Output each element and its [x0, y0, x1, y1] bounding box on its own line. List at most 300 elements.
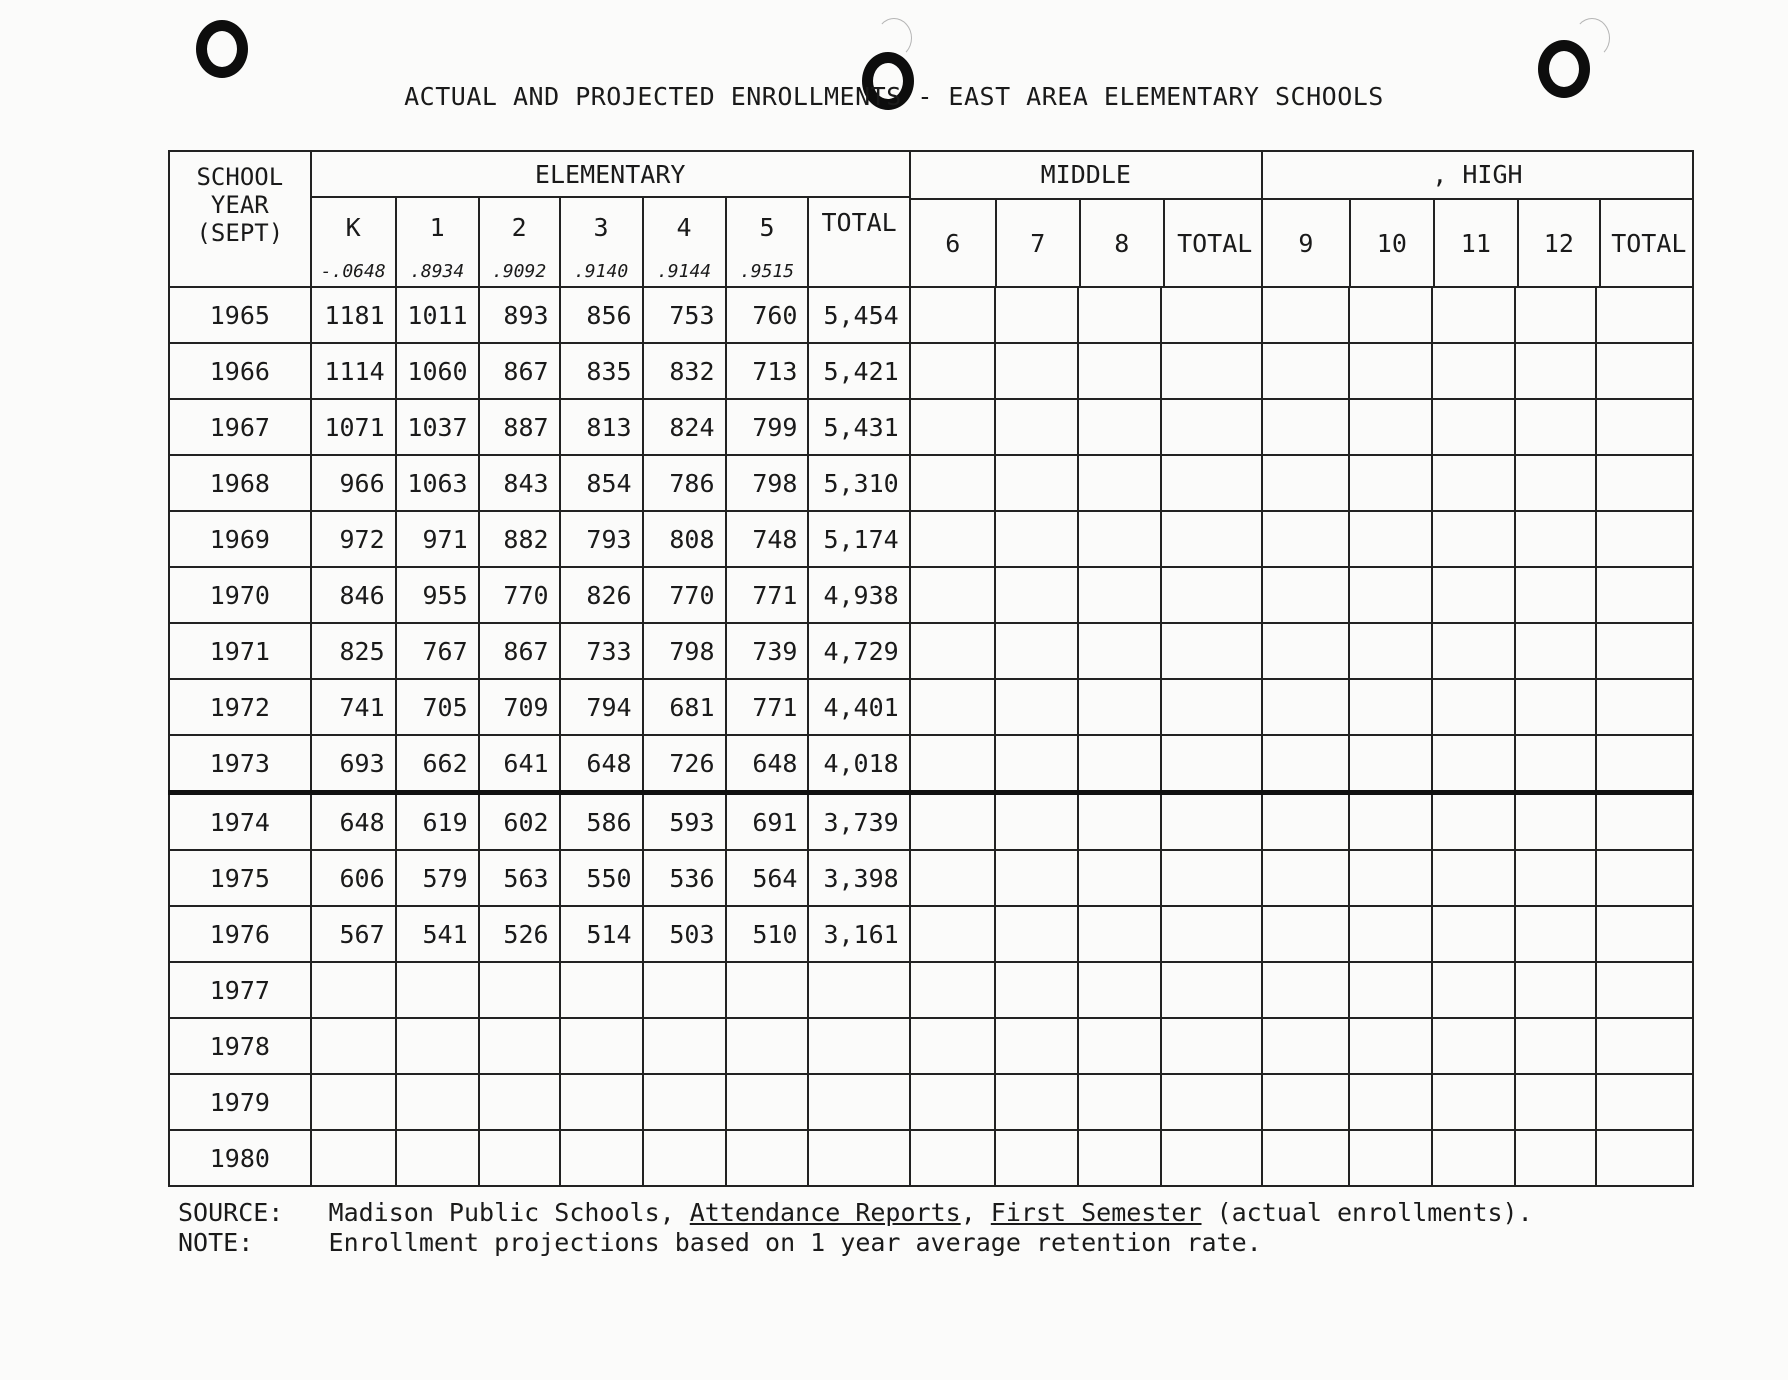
elementary-total-header: TOTAL: [808, 197, 909, 287]
middle-empty-cell: [1078, 962, 1161, 1018]
high-empty-cell: [1515, 1130, 1596, 1186]
enrollment-cell: 753: [643, 287, 726, 343]
middle-total-header: TOTAL: [1177, 228, 1253, 258]
high-empty-cell: [1349, 511, 1432, 567]
high-empty-cell: [1432, 793, 1515, 851]
enrollment-cell: 586: [560, 793, 643, 851]
table-row: [169, 735, 1693, 793]
elementary-total-cell: 5,421: [808, 343, 909, 399]
enrollment-cell: [643, 1130, 726, 1186]
elementary-total-cell: 4,401: [808, 679, 909, 735]
middle-empty-cell: [995, 287, 1078, 343]
enrollment-cell: 955: [396, 567, 479, 623]
high-empty-cell: [1515, 343, 1596, 399]
high-empty-cell: [1432, 287, 1515, 343]
enrollment-cell: 662: [396, 735, 479, 793]
source-text: Madison Public Schools,: [328, 1198, 690, 1227]
middle-empty-cell: [910, 679, 995, 735]
enrollment-cell: 893: [479, 287, 560, 343]
school-year-cell: 1979: [169, 1074, 311, 1130]
enrollment-cell: 606: [311, 850, 396, 906]
middle-empty-cell: [1161, 793, 1262, 851]
enrollment-cell: [726, 962, 809, 1018]
school-year-cell: 1980: [169, 1130, 311, 1186]
middle-empty-cell: [1161, 511, 1262, 567]
enrollment-cell: 713: [726, 343, 809, 399]
enrollment-cell: [311, 1018, 396, 1074]
middle-empty-cell: [1161, 735, 1262, 793]
middle-empty-cell: [995, 399, 1078, 455]
elementary-total-cell: [808, 1130, 909, 1186]
middle-group-header: [910, 151, 1262, 287]
note-text: Enrollment projections based on 1 year average retention rate.: [328, 1228, 1262, 1257]
enrollment-cell: [479, 1074, 560, 1130]
enrollment-cell: [560, 1074, 643, 1130]
middle-empty-cell: [910, 850, 995, 906]
enrollment-cell: 579: [396, 850, 479, 906]
middle-empty-cell: [1078, 793, 1161, 851]
enrollment-cell: 503: [643, 906, 726, 962]
high-empty-cell: [1262, 511, 1349, 567]
enrollment-cell: 771: [726, 679, 809, 735]
high-empty-cell: [1262, 455, 1349, 511]
grade-k-header: K: [311, 197, 396, 257]
middle-empty-cell: [1161, 962, 1262, 1018]
high-group-label: , HIGH: [1263, 152, 1692, 200]
high-empty-cell: [1596, 1074, 1693, 1130]
note-line: [178, 1228, 1262, 1257]
high-empty-cell: [1515, 906, 1596, 962]
table-row: [169, 399, 1693, 455]
high-empty-cell: [1262, 623, 1349, 679]
retention-rate-1: .8934: [396, 257, 479, 287]
elementary-total-cell: 5,174: [808, 511, 909, 567]
enrollment-cell: [311, 1074, 396, 1130]
school-year-cell: 1977: [169, 962, 311, 1018]
enrollment-cell: 966: [311, 455, 396, 511]
enrollment-cell: 602: [479, 793, 560, 851]
enrollment-cell: 693: [311, 735, 396, 793]
table-row: [169, 623, 1693, 679]
high-empty-cell: [1432, 850, 1515, 906]
middle-empty-cell: [1078, 1018, 1161, 1074]
enrollment-cell: 767: [396, 623, 479, 679]
table-row: [169, 511, 1693, 567]
middle-empty-cell: [1078, 399, 1161, 455]
enrollment-cell: 705: [396, 679, 479, 735]
school-year-cell: 1972: [169, 679, 311, 735]
middle-grade-row: [911, 200, 1262, 286]
high-empty-cell: [1262, 679, 1349, 735]
enrollment-cell: 648: [560, 735, 643, 793]
school-year-header-line: (SEPT): [196, 219, 284, 247]
enrollment-cell: [643, 962, 726, 1018]
middle-empty-cell: [995, 1130, 1078, 1186]
enrollment-cell: 563: [479, 850, 560, 906]
enrollment-cell: 770: [643, 567, 726, 623]
enrollment-cell: 748: [726, 511, 809, 567]
middle-empty-cell: [1161, 287, 1262, 343]
source-line: [178, 1198, 1533, 1227]
high-empty-cell: [1262, 962, 1349, 1018]
enrollment-cell: 726: [643, 735, 726, 793]
middle-empty-cell: [995, 567, 1078, 623]
high-empty-cell: [1596, 623, 1693, 679]
attendance-reports-title: Attendance Reports: [689, 1198, 961, 1227]
high-empty-cell: [1349, 1018, 1432, 1074]
high-total-header: TOTAL: [1611, 228, 1687, 258]
enrollment-cell: [396, 1018, 479, 1074]
hole-ring-right: [1574, 18, 1610, 58]
high-empty-cell: [1432, 1130, 1515, 1186]
table-row: [169, 343, 1693, 399]
table-row: [169, 455, 1693, 511]
table-row: [169, 287, 1693, 343]
middle-empty-cell: [995, 735, 1078, 793]
high-empty-cell: [1432, 906, 1515, 962]
enrollment-cell: 786: [643, 455, 726, 511]
enrollment-cell: 856: [560, 287, 643, 343]
high-empty-cell: [1596, 679, 1693, 735]
high-empty-cell: [1596, 735, 1693, 793]
enrollment-cell: [560, 1130, 643, 1186]
high-empty-cell: [1349, 679, 1432, 735]
high-empty-cell: [1262, 287, 1349, 343]
enrollment-cell: [726, 1074, 809, 1130]
high-empty-cell: [1262, 793, 1349, 851]
high-empty-cell: [1349, 850, 1432, 906]
enrollment-cell: [311, 1130, 396, 1186]
grade-12-header: 12: [1518, 200, 1600, 286]
enrollment-cell: 567: [311, 906, 396, 962]
enrollment-cell: 813: [560, 399, 643, 455]
table-row: [169, 962, 1693, 1018]
enrollment-table: [168, 150, 1694, 1187]
high-empty-cell: [1432, 567, 1515, 623]
middle-empty-cell: [1078, 850, 1161, 906]
middle-empty-cell: [995, 962, 1078, 1018]
enrollment-cell: [560, 1018, 643, 1074]
middle-empty-cell: [1078, 1130, 1161, 1186]
middle-empty-cell: [910, 1130, 995, 1186]
enrollment-cell: [396, 1074, 479, 1130]
elementary-total-cell: 5,454: [808, 287, 909, 343]
high-empty-cell: [1515, 962, 1596, 1018]
high-empty-cell: [1515, 735, 1596, 793]
grade-4-header: 4: [643, 197, 726, 257]
high-empty-cell: [1349, 287, 1432, 343]
school-year-header-line: SCHOOL: [196, 163, 284, 191]
middle-empty-cell: [910, 1074, 995, 1130]
high-empty-cell: [1432, 962, 1515, 1018]
table-row: [169, 1074, 1693, 1130]
middle-group-label: MIDDLE: [911, 152, 1261, 200]
enrollment-cell: 619: [396, 793, 479, 851]
middle-empty-cell: [995, 623, 1078, 679]
elementary-total-cell: [808, 1018, 909, 1074]
enrollment-cell: 648: [311, 793, 396, 851]
table-row: [169, 567, 1693, 623]
elementary-total-cell: 3,398: [808, 850, 909, 906]
enrollment-cell: 770: [479, 567, 560, 623]
enrollment-cell: 691: [726, 793, 809, 851]
enrollment-cell: 550: [560, 850, 643, 906]
high-empty-cell: [1349, 1074, 1432, 1130]
retention-rate-3: .9140: [560, 257, 643, 287]
middle-empty-cell: [995, 793, 1078, 851]
high-empty-cell: [1515, 1018, 1596, 1074]
grade-9-header: 9: [1263, 200, 1350, 286]
enrollment-cell: 541: [396, 906, 479, 962]
enrollment-cell: 733: [560, 623, 643, 679]
high-empty-cell: [1596, 455, 1693, 511]
high-empty-cell: [1596, 793, 1693, 851]
elementary-total-cell: 4,729: [808, 623, 909, 679]
enrollment-cell: 1060: [396, 343, 479, 399]
enrollment-cell: [643, 1018, 726, 1074]
middle-empty-cell: [1161, 455, 1262, 511]
enrollment-cell: 510: [726, 906, 809, 962]
high-empty-cell: [1349, 906, 1432, 962]
enrollment-cell: [726, 1018, 809, 1074]
enrollment-cell: [479, 1018, 560, 1074]
middle-empty-cell: [1161, 399, 1262, 455]
school-year-cell: 1974: [169, 793, 311, 851]
middle-empty-cell: [910, 735, 995, 793]
retention-rate-5: .9515: [726, 257, 809, 287]
middle-empty-cell: [910, 455, 995, 511]
high-empty-cell: [1596, 287, 1693, 343]
high-empty-cell: [1349, 793, 1432, 851]
high-empty-cell: [1515, 850, 1596, 906]
elementary-total-cell: 5,431: [808, 399, 909, 455]
middle-empty-cell: [910, 793, 995, 851]
enrollment-cell: 799: [726, 399, 809, 455]
enrollment-cell: 681: [643, 679, 726, 735]
high-empty-cell: [1262, 906, 1349, 962]
enrollment-cell: [311, 962, 396, 1018]
enrollment-cell: 526: [479, 906, 560, 962]
high-empty-cell: [1515, 567, 1596, 623]
school-year-cell: 1978: [169, 1018, 311, 1074]
enrollment-cell: [560, 962, 643, 1018]
middle-empty-cell: [910, 287, 995, 343]
middle-empty-cell: [1078, 287, 1161, 343]
high-empty-cell: [1262, 1018, 1349, 1074]
middle-empty-cell: [995, 343, 1078, 399]
high-empty-cell: [1349, 735, 1432, 793]
high-empty-cell: [1432, 455, 1515, 511]
middle-empty-cell: [1161, 343, 1262, 399]
high-group-header: [1262, 151, 1693, 287]
high-empty-cell: [1596, 906, 1693, 962]
enrollment-cell: 794: [560, 679, 643, 735]
punch-hole-left: [196, 20, 248, 78]
high-empty-cell: [1596, 511, 1693, 567]
school-year-cell: 1971: [169, 623, 311, 679]
high-empty-cell: [1262, 1130, 1349, 1186]
enrollment-cell: 832: [643, 343, 726, 399]
school-year-cell: 1973: [169, 735, 311, 793]
elementary-total-cell: 5,310: [808, 455, 909, 511]
retention-rate-4: .9144: [643, 257, 726, 287]
table-row: [169, 679, 1693, 735]
high-empty-cell: [1349, 1130, 1432, 1186]
school-year-cell: 1966: [169, 343, 311, 399]
middle-empty-cell: [1078, 906, 1161, 962]
middle-empty-cell: [1161, 1130, 1262, 1186]
high-empty-cell: [1432, 1074, 1515, 1130]
middle-empty-cell: [1078, 735, 1161, 793]
page-title: ACTUAL AND PROJECTED ENROLLMENTS - EAST AREA ELEMENTARY SCHOOLS: [404, 82, 1384, 111]
elementary-total-cell: 4,938: [808, 567, 909, 623]
middle-empty-cell: [910, 567, 995, 623]
middle-empty-cell: [1078, 455, 1161, 511]
enrollment-cell: 771: [726, 567, 809, 623]
high-empty-cell: [1262, 343, 1349, 399]
source-label: SOURCE:: [178, 1198, 284, 1227]
high-empty-cell: [1262, 850, 1349, 906]
enrollment-cell: 887: [479, 399, 560, 455]
enrollment-cell: 971: [396, 511, 479, 567]
enrollment-cell: 843: [479, 455, 560, 511]
grade-2-header: 2: [479, 197, 560, 257]
high-empty-cell: [1432, 1018, 1515, 1074]
enrollment-cell: 641: [479, 735, 560, 793]
middle-empty-cell: [995, 679, 1078, 735]
enrollment-cell: [643, 1074, 726, 1130]
enrollment-cell: 1037: [396, 399, 479, 455]
enrollment-cell: 825: [311, 623, 396, 679]
enrollment-cell: 798: [726, 455, 809, 511]
high-empty-cell: [1432, 679, 1515, 735]
middle-empty-cell: [910, 399, 995, 455]
enrollment-cell: 826: [560, 567, 643, 623]
high-empty-cell: [1432, 399, 1515, 455]
high-empty-cell: [1596, 1130, 1693, 1186]
enrollment-cell: 1114: [311, 343, 396, 399]
enrollment-cell: 1011: [396, 287, 479, 343]
enrollment-cell: 709: [479, 679, 560, 735]
middle-empty-cell: [910, 623, 995, 679]
table-row: [169, 1018, 1693, 1074]
high-empty-cell: [1596, 567, 1693, 623]
middle-empty-cell: [1161, 1074, 1262, 1130]
middle-empty-cell: [910, 343, 995, 399]
enrollment-cell: 1063: [396, 455, 479, 511]
table-row: [169, 1130, 1693, 1186]
middle-empty-cell: [1078, 511, 1161, 567]
enrollment-cell: 564: [726, 850, 809, 906]
enrollment-cell: 514: [560, 906, 643, 962]
enrollment-cell: 824: [643, 399, 726, 455]
hole-ring-center: [876, 18, 912, 58]
middle-empty-cell: [1161, 679, 1262, 735]
table-row: [169, 793, 1693, 851]
school-year-header-line: YEAR: [210, 191, 269, 219]
high-empty-cell: [1432, 343, 1515, 399]
high-empty-cell: [1432, 623, 1515, 679]
high-empty-cell: [1596, 399, 1693, 455]
enrollment-cell: 835: [560, 343, 643, 399]
source-suffix: (actual enrollments).: [1201, 1198, 1533, 1227]
high-empty-cell: [1515, 455, 1596, 511]
enrollment-cell: 972: [311, 511, 396, 567]
high-empty-cell: [1349, 455, 1432, 511]
grade-10-header: 10: [1350, 200, 1434, 286]
middle-empty-cell: [1078, 343, 1161, 399]
middle-empty-cell: [995, 455, 1078, 511]
enrollment-cell: 793: [560, 511, 643, 567]
grade-7-header: 7: [996, 200, 1080, 286]
high-empty-cell: [1515, 1074, 1596, 1130]
middle-empty-cell: [1078, 1074, 1161, 1130]
middle-empty-cell: [910, 511, 995, 567]
source-separator: ,: [960, 1198, 991, 1227]
enrollment-cell: 741: [311, 679, 396, 735]
elementary-group-header: ELEMENTARY: [311, 151, 910, 197]
high-empty-cell: [1349, 343, 1432, 399]
school-year-cell: 1975: [169, 850, 311, 906]
high-empty-cell: [1349, 567, 1432, 623]
enrollment-cell: 536: [643, 850, 726, 906]
school-year-cell: 1965: [169, 287, 311, 343]
high-empty-cell: [1596, 1018, 1693, 1074]
middle-empty-cell: [910, 1018, 995, 1074]
middle-empty-cell: [995, 850, 1078, 906]
grade-3-header: 3: [560, 197, 643, 257]
high-grade-row: [1263, 200, 1693, 286]
middle-empty-cell: [1078, 623, 1161, 679]
high-empty-cell: [1515, 287, 1596, 343]
grade-6-header: 6: [911, 200, 996, 286]
middle-empty-cell: [1161, 906, 1262, 962]
school-year-cell: 1976: [169, 906, 311, 962]
enrollment-cell: 593: [643, 793, 726, 851]
enrollment-cell: 760: [726, 287, 809, 343]
enrollment-cell: 867: [479, 343, 560, 399]
enrollment-cell: 854: [560, 455, 643, 511]
enrollment-cell: 846: [311, 567, 396, 623]
enrollment-cell: 798: [643, 623, 726, 679]
high-empty-cell: [1432, 735, 1515, 793]
middle-empty-cell: [1161, 1018, 1262, 1074]
school-year-cell: 1970: [169, 567, 311, 623]
elementary-total-cell: [808, 1074, 909, 1130]
enrollment-cell: 648: [726, 735, 809, 793]
middle-empty-cell: [1161, 850, 1262, 906]
enrollment-cell: 1071: [311, 399, 396, 455]
school-year-cell: 1968: [169, 455, 311, 511]
elementary-total-cell: 3,161: [808, 906, 909, 962]
high-empty-cell: [1596, 343, 1693, 399]
high-empty-cell: [1262, 399, 1349, 455]
middle-empty-cell: [995, 1018, 1078, 1074]
enrollment-cell: 808: [643, 511, 726, 567]
middle-empty-cell: [995, 511, 1078, 567]
high-empty-cell: [1262, 1074, 1349, 1130]
high-empty-cell: [1515, 679, 1596, 735]
middle-empty-cell: [1078, 567, 1161, 623]
high-empty-cell: [1262, 735, 1349, 793]
grade-1-header: 1: [396, 197, 479, 257]
high-empty-cell: [1432, 511, 1515, 567]
enrollment-cell: [396, 1130, 479, 1186]
enrollment-cell: 882: [479, 511, 560, 567]
enrollment-cell: [479, 962, 560, 1018]
school-year-header: [169, 151, 311, 287]
middle-empty-cell: [910, 906, 995, 962]
